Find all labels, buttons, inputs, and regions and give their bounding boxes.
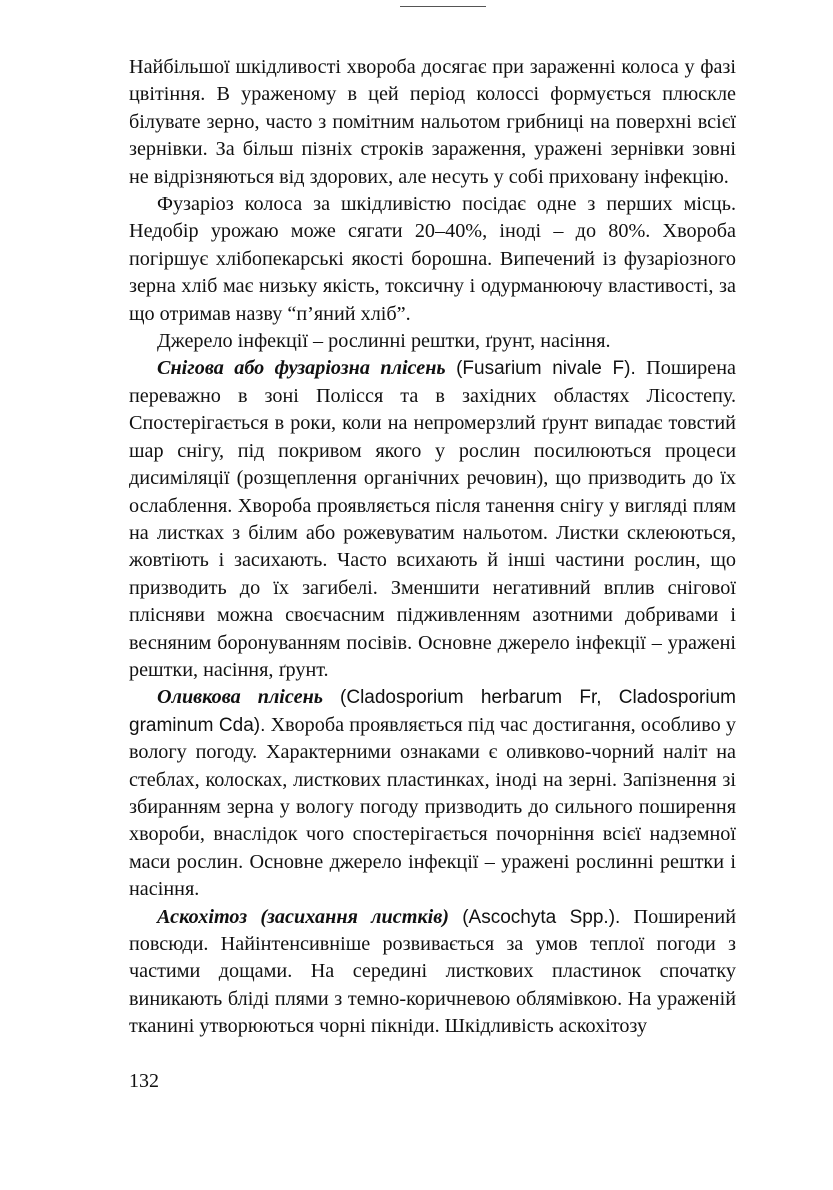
- paragraph-text: Найбільшої шкідливості хвороба досягає при зараженні колоса у фазі цвітіння. В ураженому в цей період колоссі формується плюскле білувате зерно, часто з помітним нальотом грибниці на поверхні всієї зернівки. За більш пізніх строків зараження, уражені зернівки зовні не відрізняються від здорових, але несуть у собі приховану інфекцію.: [129, 56, 736, 188]
- body-text: [129, 54, 736, 1041]
- paragraph-text: Фузаріоз колоса за шкідливістю посідає одне з перших місць. Недобір урожаю може сягати 20–40%, іноді – до 80%. Хвороба погіршує хлібопекарські якості борошна. Випечений із фузаріозного зерна хліб має низьку якість, токсичну і одурманюючу властивості, за що отримав назву “п’яний хліб”.: [129, 193, 736, 325]
- page-number: 132: [129, 1070, 159, 1092]
- disease-term: Оливкова плісень: [157, 686, 324, 709]
- paragraph-olive-mold: [129, 684, 736, 903]
- paragraph-text: Хвороба проявляється під час достигання, особливо у вологу погоду. Характерними ознаками є оливково-чорний наліт на стеблах, колосках, листкових пластинках, іноді на зерні. Запізнення зі збиранням зерна у вологу погоду призводить до сильного поширення хвороби, внаслідок чого спостерігається почорніння всієї надземної маси рослин. Основне джерело інфекції – уражені рослинні рештки і насіння.: [129, 713, 736, 901]
- latin-name: (Fusarium nivale F).: [456, 358, 636, 380]
- latin-name: (Ascochyta Spp.).: [462, 906, 621, 928]
- disease-term: Снігова або фузаріозна плісень: [157, 357, 446, 380]
- disease-term: Аскохітоз (засихання листків): [157, 905, 449, 928]
- paragraph-text: Поширена переважно в зоні Полісся та в західних областях Лісостепу. Спостерігається в роки, коли на непромерзлий ґрунт випадає товстий шар снігу, під покривом якого у рослин посилюються процеси дисиміляції (розщеплення органічних речовин), що призводить до їх ослаблення. Хвороба проявляється після танення снігу у вигляді плям на листках з білим або рожевуватим нальотом. Листки склеюються, жовтіють і засихають. Часто всихають й інші частини рослин, що призводить до їх загибелі. Зменшити негативний вплив снігової плісняви можна своєчасним підживленням азотними добривами і весняним боронуванням посівів. Основне джерело інфекції – уражені рештки, насіння, ґрунт.: [129, 357, 736, 681]
- paragraph-ear-infection: [129, 54, 736, 191]
- latin-name: (Cladosporium herbarum Fr, Cladosporium graminum Cda).: [129, 687, 736, 736]
- paragraph-text: Поширений повсюди. Найінтенсивніше розвивається за умов теплої погоди з частими дощами. На середині листкових пластинок спочатку виникають бліді плями з темно-коричневою облямівкою. На ураженій тканині утворюються чорні пікніди. Шкідливість аскохітозу: [129, 905, 737, 1038]
- paragraph-fusarium-harm: [129, 191, 736, 328]
- paragraph-infection-source: [129, 328, 736, 355]
- paragraph-text: Джерело інфекції – рослинні рештки, ґрунт, насіння.: [157, 330, 611, 353]
- paragraph-snow-mold: [129, 355, 736, 684]
- paragraph-ascochyta: [129, 904, 736, 1041]
- header-rule: [400, 6, 486, 7]
